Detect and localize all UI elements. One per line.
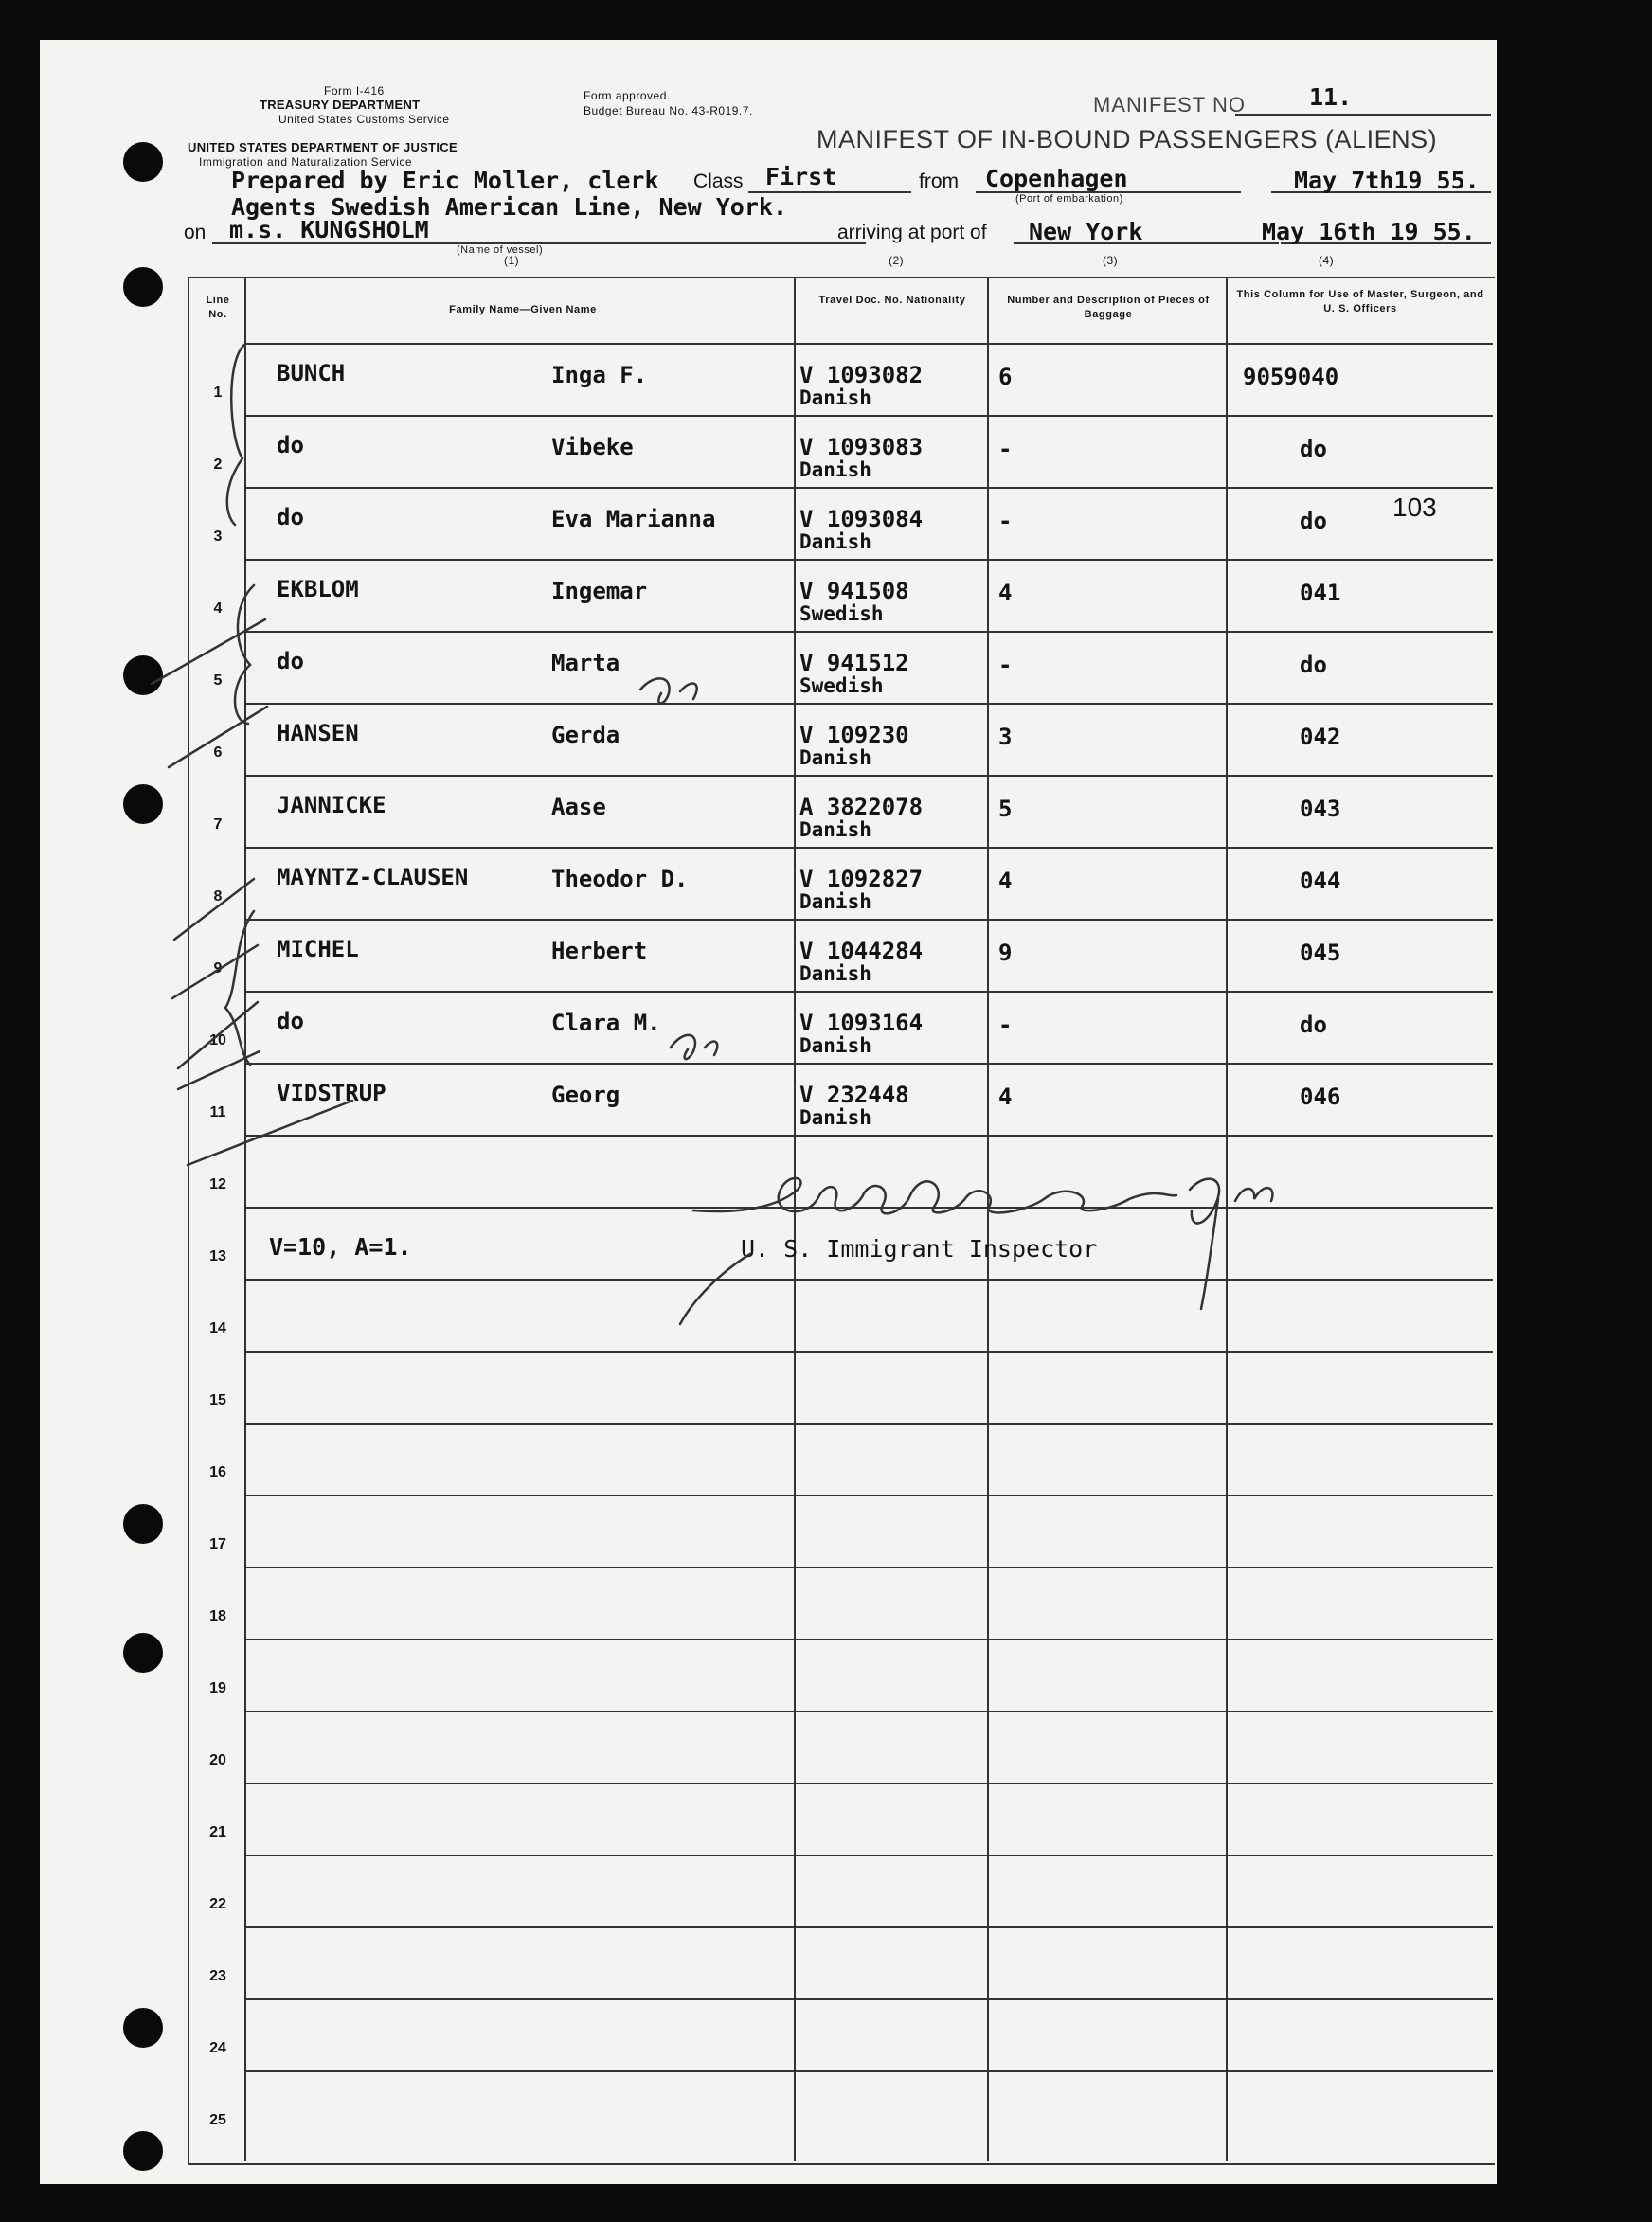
justice-department: UNITED STATES DEPARTMENT OF JUSTICE (188, 140, 458, 154)
inspector-signature (1190, 1179, 1219, 1309)
line-number: 10 (209, 1032, 226, 1048)
inspector-title: U. S. Immigrant Inspector (741, 1235, 1098, 1263)
nationality: Danish (799, 1106, 871, 1129)
check-mark (152, 619, 265, 684)
port-caption: (Port of embarkation) (1015, 193, 1123, 205)
officer-note: 044 (1300, 868, 1341, 894)
family-name: do (277, 648, 304, 674)
line-number: 5 (213, 672, 223, 689)
arriving-label: arriving at port of (837, 222, 987, 243)
given-name: Eva Marianna (551, 506, 716, 532)
line-number: 23 (209, 1968, 226, 1984)
given-name: Vibeke (551, 434, 634, 460)
name-column-header: Family Name—Given Name (449, 304, 597, 315)
vessel-caption: (Name of vessel) (457, 244, 544, 256)
form-approved: Form approved. (584, 89, 671, 102)
line-number: 11 (209, 1104, 226, 1120)
check-mark (172, 945, 258, 998)
column-number: (3) (1103, 254, 1119, 267)
agents-line: Agents Swedish American Line, New York. (231, 193, 787, 221)
family-name: MAYNTZ-CLAUSEN (277, 864, 469, 890)
column-number: (1) (504, 254, 520, 267)
family-name: MICHEL (277, 936, 359, 962)
inspector-signature (1235, 1188, 1272, 1201)
check-mark (174, 879, 254, 940)
officer-note: 041 (1300, 580, 1341, 606)
ins-service: Immigration and Naturalization Service (199, 155, 413, 169)
travel-doc-number: V 1093083 (799, 434, 924, 460)
given-name: Ingemar (551, 578, 648, 604)
nationality: Danish (799, 530, 871, 553)
nationality: Swedish (799, 674, 884, 697)
baggage-count: 3 (998, 724, 1013, 750)
officer-note: 042 (1300, 724, 1341, 750)
officer-note: do (1300, 1012, 1327, 1038)
bracket-mark (227, 345, 244, 525)
embarkation-port: Copenhagen (985, 165, 1128, 192)
vessel-name: m.s. KUNGSHOLM (229, 216, 429, 243)
line-number: 9 (213, 960, 223, 977)
line-number: 18 (209, 1608, 226, 1624)
travel-doc-number: V 941512 (799, 650, 909, 676)
nationality: Swedish (799, 602, 884, 625)
family-name: do (277, 504, 304, 530)
family-name: EKBLOM (277, 576, 359, 602)
line-number: 13 (209, 1248, 226, 1264)
line-column-header: Line No. (206, 295, 230, 320)
manifest-title: MANIFEST OF IN-BOUND PASSENGERS (ALIENS) (817, 125, 1438, 153)
line-number: 22 (209, 1896, 226, 1912)
baggage-count: 6 (998, 364, 1013, 390)
given-name: Gerda (551, 722, 620, 748)
line-number: 20 (209, 1752, 226, 1768)
baggage-count: 4 (998, 1084, 1013, 1110)
bracket-mark (225, 911, 254, 1065)
line-number: 19 (209, 1680, 226, 1696)
family-name: BUNCH (277, 360, 346, 386)
prepared-by: Prepared by Eric Moller, clerk (231, 167, 659, 194)
manifest-number: 11. (1309, 83, 1353, 111)
travel-doc-number: V 1093084 (799, 506, 924, 532)
column-number: (4) (1319, 254, 1335, 267)
officers-column-header: This Column for Use of Master, Surgeon, and U. S. Officers (1236, 289, 1484, 314)
line-number: 3 (213, 529, 223, 545)
officer-note: 046 (1300, 1084, 1341, 1110)
departure-date: May 7th19 55. (1294, 167, 1480, 194)
baggage-count: 5 (998, 796, 1013, 822)
travel-doc-number: V 232448 (799, 1082, 909, 1108)
doc-column-header: Travel Doc. No. Nationality (818, 295, 966, 306)
baggage-count: - (998, 508, 1013, 534)
line-number: 1 (213, 385, 223, 401)
inspector-signature (693, 1178, 1176, 1213)
nationality: Danish (799, 962, 871, 985)
baggage-count: 4 (998, 868, 1013, 894)
line-number: 16 (209, 1464, 226, 1480)
line-number: 12 (209, 1176, 226, 1192)
manifest-number-label: MANIFEST NO (1093, 93, 1246, 116)
line-number: 25 (209, 2112, 226, 2128)
family-name: do (277, 432, 304, 458)
form-number: Form I-416 (324, 84, 385, 98)
officer-note: 045 (1300, 940, 1341, 966)
line-number: 8 (213, 888, 223, 905)
class-label: Class (693, 170, 744, 192)
check-mark (169, 707, 267, 767)
given-name: Clara M. (551, 1010, 661, 1036)
line-number: 17 (209, 1536, 226, 1552)
baggage-count: - (998, 436, 1013, 462)
check-mark (188, 1101, 352, 1165)
family-name: HANSEN (277, 720, 359, 746)
family-name: do (277, 1008, 304, 1034)
officer-note: do (1300, 436, 1327, 462)
given-name: Theodor D. (551, 866, 689, 892)
column-number: (2) (889, 254, 905, 267)
officer-note: 043 (1300, 796, 1341, 822)
nationality: Danish (799, 458, 871, 481)
officer-note: do (1300, 652, 1327, 678)
travel-doc-number: V 1093164 (799, 1010, 924, 1036)
travel-doc-number: A 3822078 (799, 794, 924, 820)
treasury-department: TREASURY DEPARTMENT (260, 98, 421, 112)
baggage-count: 4 (998, 580, 1013, 606)
class-value: First (765, 163, 837, 190)
manifest-page (40, 40, 1497, 2184)
arrival-date: May 16th 19 55. (1262, 218, 1476, 245)
handwritten-marks (40, 40, 1497, 2184)
officer-note: do (1300, 508, 1327, 534)
line-number: 14 (209, 1320, 226, 1336)
officer-note: 9059040 (1243, 364, 1339, 390)
travel-doc-number: V 1093082 (799, 362, 924, 388)
travel-doc-number: V 1044284 (799, 938, 924, 964)
visa-summary: V=10, A=1. (269, 1233, 412, 1261)
baggage-count: - (998, 1012, 1013, 1038)
baggage-column-header: Number and Description of Pieces of Baggage (1007, 295, 1210, 320)
line-number: 24 (209, 2040, 226, 2056)
on-label: on (184, 222, 206, 243)
line-number: 7 (213, 816, 223, 833)
travel-doc-number: V 109230 (799, 722, 909, 748)
given-name: Aase (551, 794, 606, 820)
travel-doc-number: V 941508 (799, 578, 909, 604)
baggage-count: - (998, 652, 1013, 678)
line-number: 21 (209, 1824, 226, 1840)
nationality: Danish (799, 386, 871, 409)
initials-mark (640, 678, 697, 703)
family-name: VIDSTRUP (277, 1080, 386, 1106)
bracket-mark (235, 585, 254, 724)
given-name: Inga F. (551, 362, 648, 388)
line-number: 6 (213, 744, 223, 761)
customs-service: United States Customs Service (278, 113, 450, 126)
line-number: 2 (213, 457, 223, 473)
nationality: Danish (799, 818, 871, 841)
line-number: 4 (213, 600, 223, 617)
initials-mark (671, 1035, 717, 1059)
travel-doc-number: V 1092827 (799, 866, 924, 892)
given-name: Herbert (551, 938, 648, 964)
margin-number: 103 (1392, 493, 1437, 522)
given-name: Georg (551, 1082, 620, 1108)
nationality: Danish (799, 1034, 871, 1057)
inspector-signature (680, 1254, 750, 1324)
line-number: 15 (209, 1392, 226, 1408)
arrival-port: New York (1029, 218, 1143, 245)
given-name: Marta (551, 650, 620, 676)
budget-bureau: Budget Bureau No. 43-R019.7. (584, 104, 753, 117)
family-name: JANNICKE (277, 792, 386, 818)
nationality: Danish (799, 746, 871, 769)
baggage-count: 9 (998, 940, 1013, 966)
from-label: from (919, 170, 959, 192)
nationality: Danish (799, 890, 871, 913)
